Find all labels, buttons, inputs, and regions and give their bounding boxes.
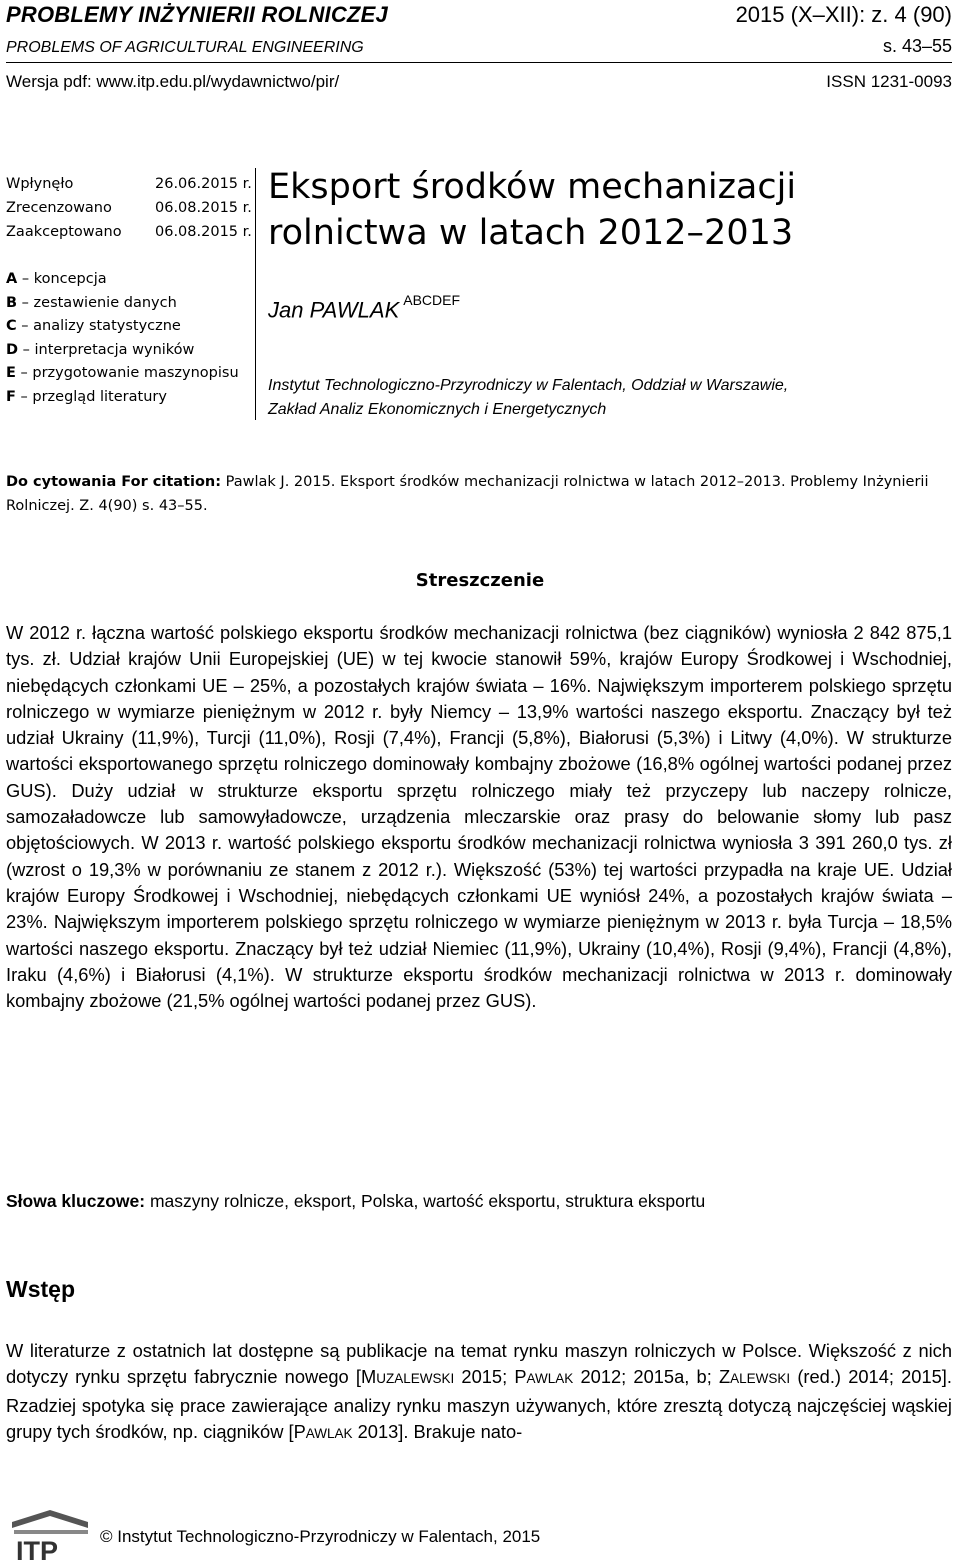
keywords-text: maszyny rolnicze, eksport, Polska, wartość eksportu, struktura eksportu	[149, 1191, 706, 1211]
abstract-heading: Streszczenie	[415, 570, 545, 591]
author-smallcaps: AWLAK	[305, 1425, 353, 1441]
itp-logo	[4, 1508, 94, 1564]
author	[268, 292, 461, 323]
keywords	[6, 1191, 952, 1212]
pdf-version-link[interactable]: Wersja pdf: www.itp.edu.pl/wydawnictwo/pir/	[6, 72, 340, 91]
contribution-item: A – koncepcja	[6, 271, 107, 287]
section-heading: Wstęp	[6, 1276, 75, 1302]
affiliation-line: Instytut Technologiczno-Przyrodniczy w Falentach, Oddział w Warszawie,	[268, 377, 789, 394]
author-name: Jan PAWLAK	[268, 297, 400, 323]
publication-info	[6, 72, 952, 92]
issn: ISSN 1231-0093	[826, 72, 952, 91]
contribution-item: D – interpretacja wyników	[6, 341, 195, 358]
date-value: 06.08.2015 r.	[155, 224, 252, 240]
author-smallcaps: ALEWSKI	[730, 1371, 791, 1387]
logo-roof-shape	[12, 1510, 88, 1528]
article-dates	[6, 172, 252, 244]
citation	[6, 470, 952, 518]
author-smallcaps: AWLAK	[526, 1371, 574, 1387]
date-value: 06.08.2015 r.	[155, 200, 252, 216]
keywords-label: Słowa kluczowe:	[6, 1191, 146, 1211]
date-label: Zaakceptowano	[6, 224, 122, 240]
date-label: Wpłynęło	[6, 176, 74, 192]
logo-band-shape	[14, 1530, 88, 1534]
title-line: rolnictwa w latach 2012–2013	[268, 213, 794, 253]
date-row	[6, 196, 252, 220]
contribution-item: B – zestawienie danych	[6, 294, 177, 311]
citation-text: Pawlak J. 2015. Eksport środków mechanizacji rolnictwa w latach 2012–2013. Problemy Inżynierii Rolniczej. Z. 4(90) s. 43–55.	[6, 474, 929, 514]
journal-subheader	[6, 36, 952, 57]
issue-info: 2015 (X–XII): z. 4 (90)	[735, 2, 952, 27]
date-label: Zrecenzowano	[6, 200, 112, 216]
affiliation-line: Zakład Analiz Ekonomicznych i Energetycznych	[268, 401, 607, 418]
contribution-item: C – analizy statystyczne	[6, 318, 181, 334]
date-row	[6, 220, 252, 244]
author-contribution-codes: ABCDEF	[403, 292, 461, 308]
copyright: © Instytut Technologiczno-Przyrodniczy w Falentach, 2015	[100, 1527, 541, 1546]
journal-subtitle: PROBLEMS OF AGRICULTURAL ENGINEERING	[6, 39, 364, 56]
header-divider	[6, 62, 952, 63]
abstract-text: W 2012 r. łączna wartość polskiego eksportu środków mechanizacji rolnictwa (bez ciągników) wyniosła 2 842 875,1 tys. zł. Udział krajów Unii Europejskiej (UE) w tej kwocie stanowił 59%, krajów Europy Środkowej i Wschodniej, niebędących członkami UE – 25%, a pozostałych krajów świata – 16%. Największym importerem polskiego sprzętu rolniczego w wymiarze pieniężnym w 2012 r. były Niemcy – 13,9% wartości naszego eksportu. Znaczący był też udział Ukrainy (11,9%), Turcji (11,0%), Rosji (7,4%), Francji (5,8%), Białorusi (5,3%) i Litwy (4,0%). W strukturze wartości eksportowanego sprzętu rolniczego dominowały kombajny zbożowe (16,8% ogólnej wartości podanej przez GUS). Duży udział w strukturze eksportu sprzętu rolniczego miały też przyczepy lub naczepy rolnicze, samozaładowcze lub samowyładowcze, urządzenia mleczarskie oraz prasy do belowanie słomy lub pasz objętościowych. W 2013 r. wartość polskiego eksportu środków mechanizacji rolnictwa wyniosła 3 391 260,0 tys. zł (wzrost o 19,3% w porównaniu ze stanem z 2012 r.). Większość (53%) tej wartości przypadła na kraje UE. Udział krajów Europy Środkowej i Wschodniej, niebędących członkami UE wyniósł 24%, a pozostałych krajów świata – 23%. Największym importerem polskiego sprzętu rolniczego w wymiarze pieniężnym w 2013 r. była Turcja – 18,5% wartości naszego eksportu. Znaczący był też udział Niemiec (11,9%), Ukrainy (10,4%), Rosji (9,4%), Francji (4,8%), Iraku (4,6%) i Białorusi (4,1%). W strukturze eksportu środków mechanizacji rolnictwa w 2013 r. dominowały kombajny zbożowe (21,5% ogólnej wartości podanej przez GUS).	[6, 622, 952, 1012]
author-smallcaps: UZALEWSKI	[376, 1371, 455, 1387]
title-line: Eksport środków mechanizacji	[268, 167, 797, 207]
article-title	[268, 164, 796, 256]
journal-header	[6, 2, 952, 28]
affiliation	[268, 374, 788, 422]
vertical-divider	[255, 168, 256, 420]
citation-label: Do cytowania For citation:	[6, 474, 222, 490]
date-value: 26.06.2015 r.	[155, 176, 252, 192]
contribution-legend	[6, 268, 239, 409]
page-range: s. 43–55	[882, 36, 952, 56]
date-row	[6, 172, 252, 196]
intro-paragraph: W literaturze z ostatnich lat dostępne są publikacje na temat rynku maszyn rolniczych w Polsce. Większość z nich dotyczy rynku sprzętu fabrycznie nowego [MUZALEWSKI 2015; PAWLAK 2012; 2015a, b; ZALEWSKI (red.) 2014; 2015]. Rzadziej spotyka się prace zawierające analizy rynku maszyn używanych, które zresztą dotyczą najczęściej wąskiej grupy tych środków, np. ciągników [PAWLAK 2013]. Brakuje nato-	[6, 1340, 952, 1442]
journal-title: PROBLEMY INŻYNIERII ROLNICZEJ	[6, 2, 388, 27]
contribution-item: E – przygotowanie maszynopisu	[6, 365, 239, 381]
contribution-item: F – przegląd literatury	[6, 388, 167, 405]
logo-text: ITP	[16, 1536, 59, 1564]
